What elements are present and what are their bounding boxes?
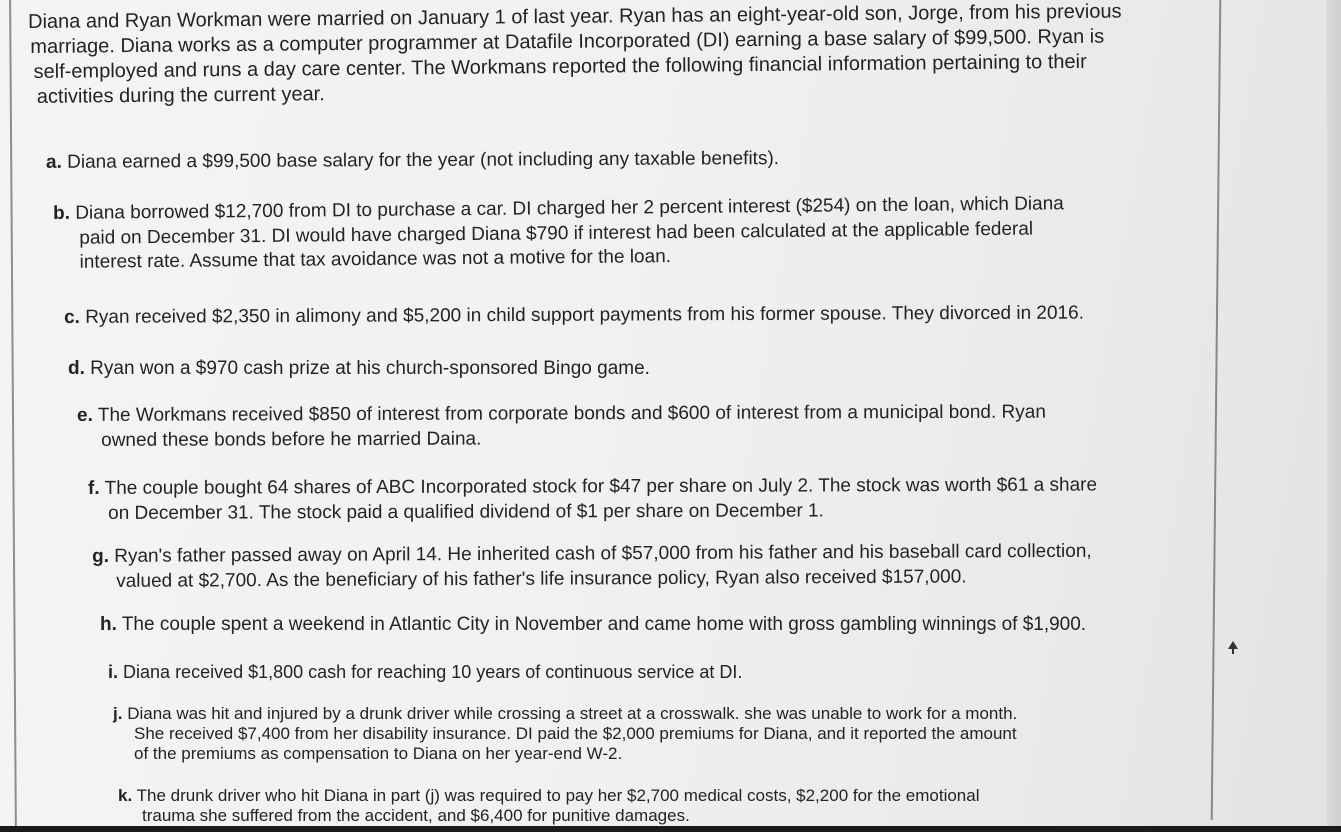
item-letter: f. xyxy=(88,477,100,499)
item-letter: g. xyxy=(92,545,110,567)
item-text: Diana was hit and injured by a drunk driver while crossing a street at a crosswalk. she was unable to work for a month. xyxy=(127,704,1018,723)
item-letter: h. xyxy=(100,614,117,635)
item-text: Diana earned a $99,500 base salary for the year (not including any taxable benefits). xyxy=(67,148,780,173)
item-d xyxy=(68,357,650,382)
item-text: Diana received $1,800 cash for reaching 10 years of continuous service at DI. xyxy=(123,662,743,682)
intro-line: self-employed and runs a day care center. The Workmans reported the following financial information pertaining to their xyxy=(33,50,1087,83)
item-letter: c. xyxy=(64,306,80,328)
item-a xyxy=(46,147,779,175)
item-letter: e. xyxy=(77,404,93,426)
item-text: Ryan won a $970 cash prize at his church-sponsored Bingo game. xyxy=(90,358,650,379)
item-text: trauma she suffered from the accident, and $6,400 for punitive damages. xyxy=(142,806,690,825)
item-e xyxy=(77,401,1046,453)
item-text: owned these bonds before he married Daina. xyxy=(101,428,482,451)
item-text: She received $7,400 from her disability insurance. DI paid the $2,000 premiums for Diana, and it reported the amount xyxy=(134,724,1017,743)
item-text: valued at $2,700. As the beneficiary of his father's life insurance policy, Ryan also received $157,000. xyxy=(116,565,967,592)
item-text: Ryan received $2,350 in alimony and $5,200 in child support payments from his former spouse. They divorced in 2016. xyxy=(85,302,1084,328)
item-text: The couple bought 64 shares of ABC Incorporated stock for $47 per share on July 2. The stock was worth $61 a share xyxy=(104,474,1098,499)
item-h xyxy=(100,613,1086,638)
item-text: The couple spent a weekend in Atlantic City in November and came home with gross gambling winnings of $1,900. xyxy=(121,614,1087,635)
intro-line: activities during the current year. xyxy=(36,83,325,108)
item-b xyxy=(53,192,1064,275)
item-k xyxy=(118,786,980,826)
item-c xyxy=(64,302,1084,331)
item-g xyxy=(92,540,1092,594)
item-text: The drunk driver who hit Diana in part (j) was required to pay her $2,700 medical costs, $2,200 for the emotional xyxy=(136,786,980,805)
item-text: Ryan's father passed away on April 14. He inherited cash of $57,000 from his father and his baseball card collection, xyxy=(114,540,1092,567)
item-letter: b. xyxy=(53,202,71,224)
intro-line: marriage. Diana works as a computer programmer at Datafile Incorporated (DI) earning a base salary of $99,500. Ryan is xyxy=(30,25,1105,58)
item-letter: j. xyxy=(113,704,123,723)
item-text: interest rate. Assume that tax avoidance was not a motive for the loan. xyxy=(79,246,672,273)
item-letter: d. xyxy=(68,358,85,379)
item-letter: i. xyxy=(108,662,119,682)
item-text: The Workmans received $850 of interest from corporate bonds and $600 of interest from a municipal bond. Ryan xyxy=(97,401,1046,426)
item-text: of the premiums as compensation to Diana on her year-end W-2. xyxy=(134,744,623,763)
mouse-pointer-icon xyxy=(1228,641,1238,649)
right-margin-line xyxy=(1211,0,1222,820)
item-text: Diana borrowed $12,700 from DI to purchase a car. DI charged her 2 percent interest ($254) on the loan, which Diana xyxy=(75,193,1064,224)
item-f xyxy=(88,473,1097,526)
item-text: on December 31. The stock paid a qualified dividend of $1 per share on December 1. xyxy=(108,499,824,524)
bottom-shadow xyxy=(0,826,1341,832)
page-edge xyxy=(1327,0,1341,832)
item-letter: a. xyxy=(45,151,62,173)
item-j xyxy=(113,704,1017,764)
item-letter: k. xyxy=(118,786,133,805)
left-margin-line xyxy=(9,0,17,832)
item-text: paid on December 31. DI would have charged Diana $790 if interest had been calculated at the applicable federal xyxy=(79,218,1034,249)
intro-line: Diana and Ryan Workman were married on January 1 of last year. Ryan has an eight-year-old son, Jorge, from his previous xyxy=(28,0,1122,33)
intro-paragraph xyxy=(28,0,1122,110)
item-i xyxy=(108,660,742,685)
